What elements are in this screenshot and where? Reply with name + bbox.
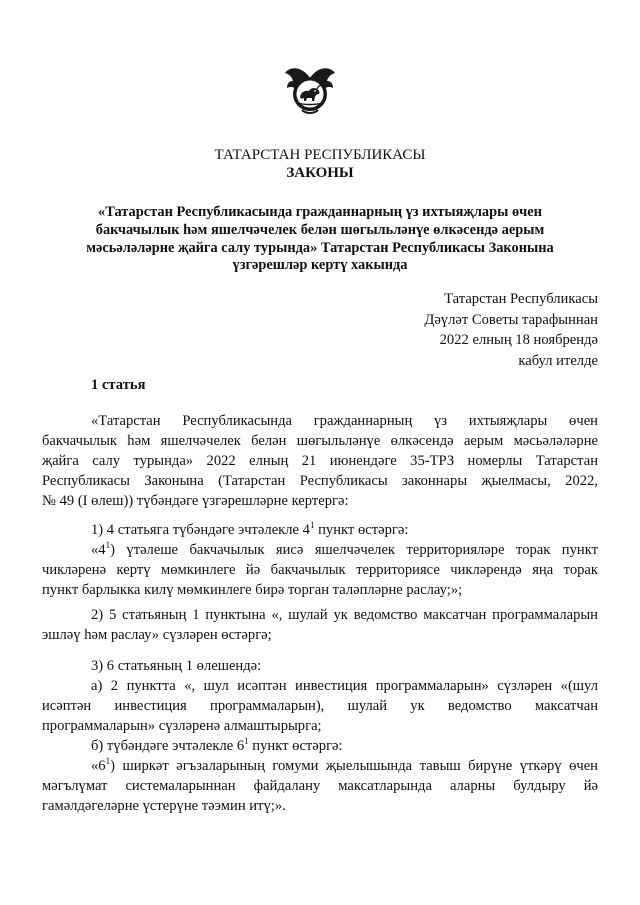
title-line: мәсьәләләрне җайга салу турында» Татарстан Республикасы Законына: [86, 239, 554, 256]
item-3: [42, 656, 598, 816]
text-run: «6: [91, 758, 106, 774]
article-heading: 1 статья: [91, 377, 146, 393]
adoption-line: Дәүләт Советы тарафыннан: [424, 311, 598, 328]
paragraph-line: Республикасы Законына (Татарстан Республикасы законнары җыелмасы, 2022,: [42, 473, 598, 489]
superscript: 1: [244, 736, 249, 746]
superscript: 1: [105, 756, 111, 766]
tatarstan-coat-of-arms-icon: [284, 64, 336, 116]
text-run: б) түбәндәге эчтәлекле 6: [91, 738, 245, 754]
paragraph-line: [42, 540, 598, 560]
text-run: 1) 4 статьяга түбәндәге эчтәлекле 4: [91, 522, 310, 538]
paragraph-line: җайга салу турында» 2022 елның 21 июнендәге 35-ТРЗ номерлы Татарстан: [42, 453, 598, 469]
law-title: [68, 204, 572, 275]
item-2: [42, 605, 598, 645]
paragraph-line: [42, 520, 598, 540]
paragraph-line: [42, 756, 598, 776]
paragraph-line: 2) 5 статьяның 1 пунктына «, шулай ук ведомство максатчан программаларын: [91, 607, 598, 623]
paragraph-line: [42, 736, 598, 756]
text-run: «4: [91, 542, 106, 558]
adoption-block: [424, 289, 598, 371]
intro-paragraph: [42, 411, 598, 511]
paragraph-line: исәптән инвестиция программаларын), шулай ук ведомство максатчан: [42, 698, 598, 714]
paragraph-line: гамәлдәгеләрне үстерүне тәэмин итү;».: [42, 798, 286, 814]
title-line: үзгәрешләр кертү хакында: [232, 257, 408, 274]
item-1: [42, 520, 598, 600]
paragraph-line: эшләү һәм раслау» сүзләрен өстәргә;: [42, 627, 272, 643]
law-heading: ЗАКОНЫ: [286, 165, 354, 181]
paragraph-line: пункт барлыкка килү мөмкинлеге бирә торган таләпләрне раслау;»;: [42, 582, 463, 598]
text-run: пункт өстәргә:: [314, 522, 409, 538]
paragraph-line: 3) 6 статьяның 1 өлешендә:: [91, 658, 262, 674]
adoption-line: 2022 елның 18 ноябрендә: [439, 332, 598, 348]
paragraph-line: программаларын» сүзләренә алмаштырырга;: [42, 718, 322, 734]
superscript: 1: [309, 520, 315, 530]
paragraph-line: № 49 (I өлеш)) түбәндәге үзгәрешләрне кертергә:: [42, 493, 349, 509]
text-run: ) ширкәт әгъзаларының гомуми җыелышында тавыш бирүне үткәрү өчен: [110, 758, 598, 774]
text-run: пункт өстәргә:: [248, 738, 343, 754]
republic-heading: ТАТАРСТАН РЕСПУБЛИКАСЫ: [214, 147, 426, 163]
superscript: 1: [105, 540, 111, 550]
paragraph-line: мәгълүмат системаларыннан файдалану максатларында аларны булдыру йә: [42, 778, 598, 794]
adoption-line: кабул ителде: [518, 352, 598, 369]
paragraph-line: а) 2 пунктта «, шул исәптән инвестиция программаларын» сүзләрен «(шул: [91, 678, 598, 694]
paragraph-line: «Татарстан Республикасында гражданнарның үз ихтыяҗлары өчен: [91, 413, 598, 429]
paragraph-line: бакчачылык һәм яшелчәчелек белән шөгыльләнүе өлкәсендә аерым мәсьәләләрне: [42, 433, 598, 449]
title-line: бакчачылык һәм яшелчәчелек белән шөгыльләнүе өлкәсендә аерым: [95, 221, 545, 238]
text-run: ) үтәлеше бакчачылык яисә яшелчәчелек территорияләре торак пункт: [110, 542, 598, 558]
paragraph-line: чикләренә кертү мөмкинлеге йә бакчачылык территориясе чикләрендә яңа торак: [42, 562, 598, 578]
title-line: «Татарстан Республикасында гражданнарның үз ихтыяҗлары өчен: [98, 204, 542, 220]
adoption-line: Татарстан Республикасы: [444, 291, 598, 307]
